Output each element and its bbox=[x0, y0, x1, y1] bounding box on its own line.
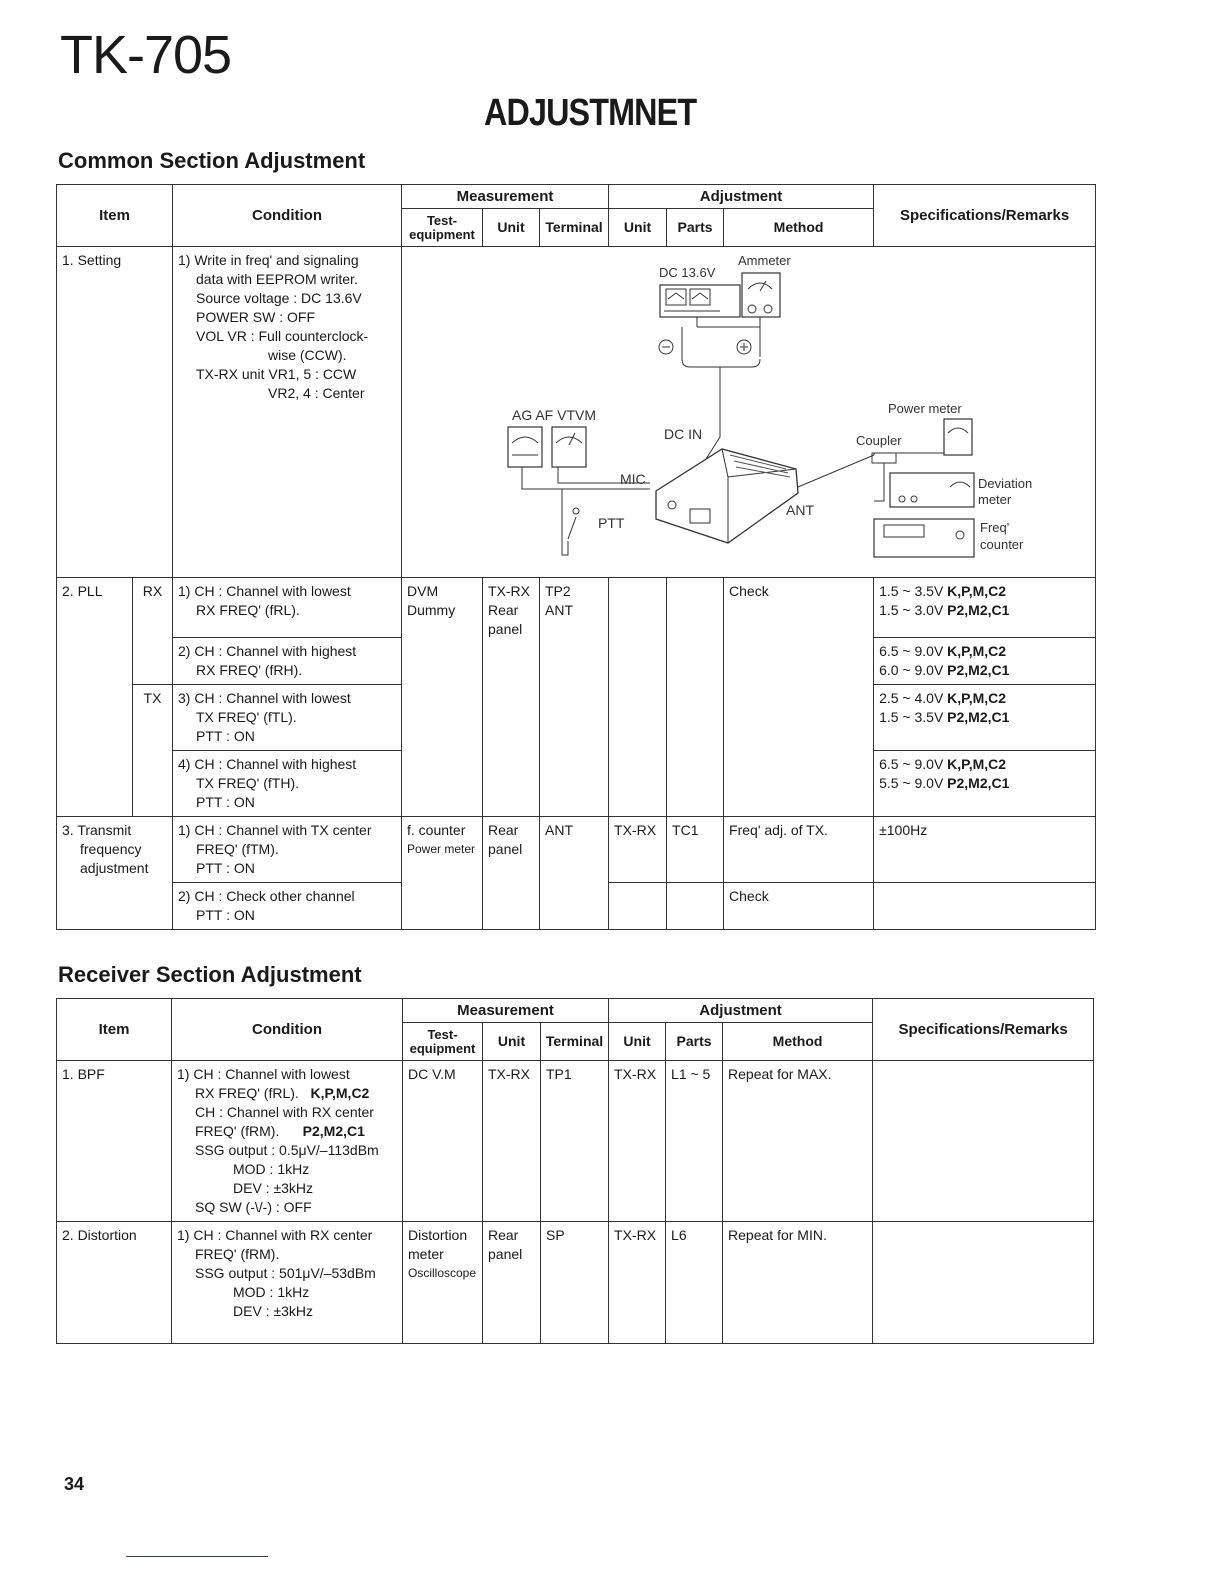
pll-item: 2. PLL bbox=[57, 578, 133, 817]
distortion-condition: 1) CH : Channel with RX center FREQ' (fRM). SSG output : 501μV/–53dBm MOD : 1kHz DEV : ±3kHz bbox=[172, 1222, 403, 1344]
bpf-parts: L1 ~ 5 bbox=[666, 1061, 723, 1222]
distortion-parts: L6 bbox=[666, 1222, 723, 1344]
page-title: ADJUSTMNET bbox=[484, 92, 697, 134]
rx-header-adjustment: Adjustment bbox=[609, 999, 873, 1023]
footer-rule bbox=[126, 1556, 268, 1557]
header-measurement: Measurement bbox=[402, 185, 609, 209]
receiver-section-title: Receiver Section Adjustment bbox=[58, 962, 362, 987]
transmit-condition-2: 2) CH : Check other channel PTT : ON bbox=[173, 883, 402, 930]
transmit-terminal: ANT bbox=[540, 817, 609, 930]
pll-tx-label: TX bbox=[133, 685, 173, 817]
transmit-method-1: Freq' adj. of TX. bbox=[724, 817, 874, 883]
header-condition: Condition bbox=[173, 185, 402, 247]
rx-header-adj-unit: Unit bbox=[609, 1023, 666, 1061]
distortion-test-equipment: Distortion meter Oscilloscope bbox=[403, 1222, 483, 1344]
distortion-method: Repeat for MIN. bbox=[723, 1222, 873, 1344]
setting-condition: 1) Write in freq' and signaling data with EEPROM writer. Source voltage : DC 13.6V POWER SW : OFF VOL VR : Full counterclock- wise (CCW). TX-RX unit VR1, 5 : CCW VR2, 4 : Center bbox=[173, 247, 402, 578]
pll-method: Check bbox=[724, 578, 874, 817]
af-vtvm-icon bbox=[552, 427, 586, 467]
rx-header-method: Method bbox=[723, 1023, 873, 1061]
header-item: Item bbox=[57, 185, 173, 247]
pll-condition-1: 1) CH : Channel with lowest RX FREQ' (fRL). bbox=[173, 578, 402, 638]
freq-counter-icon bbox=[874, 519, 974, 557]
transmit-test-equipment: f. counter Power meter bbox=[402, 817, 483, 930]
ammeter-icon bbox=[742, 273, 780, 317]
rx-header-parts: Parts bbox=[666, 1023, 723, 1061]
test-setup-diagram bbox=[402, 247, 1096, 577]
header-parts: Parts bbox=[667, 209, 724, 247]
audio-generator-icon bbox=[508, 427, 542, 467]
distortion-unit: Rear panel bbox=[483, 1222, 541, 1344]
rx-header-test-equipment: Test- equipment bbox=[403, 1023, 483, 1061]
pll-unit: TX-RX Rear panel bbox=[483, 578, 540, 817]
header-specs: Specifications/Remarks bbox=[874, 185, 1096, 247]
deviation-label: Deviation bbox=[978, 476, 1033, 491]
transceiver-icon bbox=[656, 449, 798, 543]
mic-label: MIC bbox=[620, 471, 646, 487]
bpf-method: Repeat for MAX. bbox=[723, 1061, 873, 1222]
pll-test-equipment: DVM Dummy bbox=[402, 578, 483, 817]
model-name: TK-705 bbox=[60, 25, 232, 85]
deviation-meter-icon bbox=[890, 473, 974, 507]
pll-spec-2: 6.5 ~ 9.0V K,P,M,C2 6.0 ~ 9.0V P2,M2,C1 bbox=[874, 638, 1096, 685]
bpf-condition: 1) CH : Channel with lowest RX FREQ' (fRL). K,P,M,C2 CH : Channel with RX center FREQ' (fRM). P2,M2,C1 SSG output : 0.5μV/–113dBm MOD : 1kHz DEV : ±3kHz SQ SW (-\/-) : OFF bbox=[172, 1061, 403, 1222]
ant-label: ANT bbox=[786, 502, 814, 518]
distortion-adj-unit: TX-RX bbox=[609, 1222, 666, 1344]
bpf-unit: TX-RX bbox=[483, 1061, 541, 1222]
pll-condition-4: 4) CH : Channel with highest TX FREQ' (fTH). PTT : ON bbox=[173, 751, 402, 817]
transmit-item: 3. Transmit frequency adjustment bbox=[57, 817, 173, 930]
deviation-meter-label: meter bbox=[978, 492, 1012, 507]
dc-voltage-label: DC 13.6V bbox=[659, 265, 716, 280]
ptt-switch-icon bbox=[568, 517, 576, 539]
freq-label: Freq' bbox=[980, 520, 1010, 535]
rx-header-terminal: Terminal bbox=[541, 1023, 609, 1061]
header-unit: Unit bbox=[483, 209, 540, 247]
pll-adj-unit bbox=[609, 578, 667, 817]
page-number: 34 bbox=[64, 1474, 85, 1494]
coupler-icon bbox=[872, 453, 896, 463]
distortion-spec bbox=[873, 1222, 1094, 1344]
ag-af-vtvm-label: AG AF VTVM bbox=[512, 407, 597, 423]
transmit-parts-2 bbox=[667, 883, 724, 930]
transmit-condition-1: 1) CH : Channel with TX center FREQ' (fTM). PTT : ON bbox=[173, 817, 402, 883]
header-adj-unit: Unit bbox=[609, 209, 667, 247]
transmit-unit: Rear panel bbox=[483, 817, 540, 930]
header-adjustment: Adjustment bbox=[609, 185, 874, 209]
counter-label: counter bbox=[980, 537, 1024, 552]
rx-header-condition: Condition bbox=[172, 999, 403, 1061]
power-meter-label: Power meter bbox=[888, 401, 962, 416]
transmit-adj-unit-2 bbox=[609, 883, 667, 930]
rx-header-item: Item bbox=[57, 999, 172, 1061]
transmit-method-2: Check bbox=[724, 883, 874, 930]
common-section-title: Common Section Adjustment bbox=[58, 148, 366, 173]
bpf-terminal: TP1 bbox=[541, 1061, 609, 1222]
ammeter-label: Ammeter bbox=[738, 253, 791, 268]
bpf-spec bbox=[873, 1061, 1094, 1222]
rx-header-unit: Unit bbox=[483, 1023, 541, 1061]
bpf-item: 1. BPF bbox=[57, 1061, 172, 1222]
pll-condition-3: 3) CH : Channel with lowest TX FREQ' (fTL). PTT : ON bbox=[173, 685, 402, 751]
distortion-item: 2. Distortion bbox=[57, 1222, 172, 1344]
power-meter-icon bbox=[944, 419, 972, 455]
rx-header-measurement: Measurement bbox=[403, 999, 609, 1023]
pll-spec-3: 2.5 ~ 4.0V K,P,M,C2 1.5 ~ 3.5V P2,M2,C1 bbox=[874, 685, 1096, 751]
receiver-adjustment-table bbox=[56, 998, 1094, 1344]
power-supply-icon bbox=[660, 285, 740, 317]
setting-item: 1. Setting bbox=[57, 247, 173, 578]
dc-in-label: DC IN bbox=[664, 426, 703, 442]
ptt-label: PTT bbox=[598, 515, 625, 531]
transmit-spec-2 bbox=[874, 883, 1096, 930]
header-test-equipment: Test- equipment bbox=[402, 209, 483, 247]
pll-spec-4: 6.5 ~ 9.0V K,P,M,C2 5.5 ~ 9.0V P2,M2,C1 bbox=[874, 751, 1096, 817]
pll-rx-label: RX bbox=[133, 578, 173, 685]
common-adjustment-table bbox=[56, 184, 1096, 930]
coupler-label: Coupler bbox=[856, 433, 902, 448]
pll-spec-1: 1.5 ~ 3.5V K,P,M,C2 1.5 ~ 3.0V P2,M2,C1 bbox=[874, 578, 1096, 638]
setting-diagram-cell bbox=[402, 247, 1096, 578]
header-method: Method bbox=[724, 209, 874, 247]
pll-parts bbox=[667, 578, 724, 817]
transmit-adj-unit: TX-RX bbox=[609, 817, 667, 883]
bpf-test-equipment: DC V.M bbox=[403, 1061, 483, 1222]
distortion-terminal: SP bbox=[541, 1222, 609, 1344]
pll-condition-2: 2) CH : Channel with highest RX FREQ' (fRH). bbox=[173, 638, 402, 685]
pll-terminal: TP2 ANT bbox=[540, 578, 609, 817]
header-terminal: Terminal bbox=[540, 209, 609, 247]
transmit-parts: TC1 bbox=[667, 817, 724, 883]
rx-header-specs: Specifications/Remarks bbox=[873, 999, 1094, 1061]
bpf-adj-unit: TX-RX bbox=[609, 1061, 666, 1222]
transmit-spec: ±100Hz bbox=[874, 817, 1096, 883]
